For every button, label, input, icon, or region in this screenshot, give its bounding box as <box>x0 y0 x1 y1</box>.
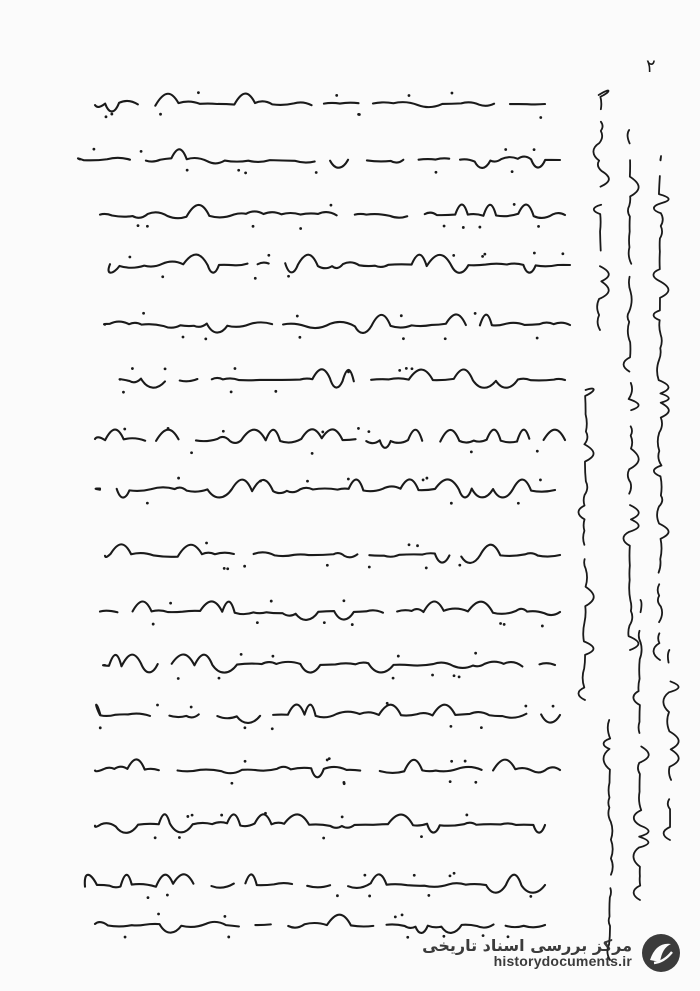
diacritic-dot <box>347 370 350 373</box>
diacritic-dot <box>426 477 429 480</box>
diacritic-dot <box>462 226 465 229</box>
diacritic-dot <box>315 171 318 174</box>
diacritic-dot <box>159 113 162 116</box>
diacritic-dot <box>169 602 172 605</box>
diacritic-dot <box>405 367 408 370</box>
diacritic-dot <box>444 337 447 340</box>
diacritic-dot <box>561 252 564 255</box>
diacritic-dot <box>243 565 246 568</box>
diacritic-dot <box>154 836 157 839</box>
diacritic-dot <box>398 369 401 372</box>
diacritic-dot <box>408 543 411 546</box>
diacritic-dot <box>474 312 477 315</box>
diacritic-dot <box>342 599 345 602</box>
diacritic-dot <box>146 502 149 505</box>
diacritic-dot <box>357 427 360 430</box>
diacritic-dot <box>256 621 259 624</box>
handwritten-line <box>95 429 565 448</box>
diacritic-dot <box>416 544 419 547</box>
diacritic-dot <box>458 675 461 678</box>
diacritic-dot <box>351 623 354 626</box>
diacritic-dot <box>435 171 438 174</box>
diacritic-dot <box>296 315 299 318</box>
diacritic-dot <box>197 91 200 94</box>
diacritic-dot <box>368 895 371 898</box>
diacritic-dot <box>536 337 539 340</box>
margin-note-line <box>604 720 613 960</box>
diacritic-dot <box>326 564 329 567</box>
diacritic-dot <box>443 225 446 228</box>
diacritic-dot <box>222 430 225 433</box>
diacritic-dot <box>336 894 339 897</box>
diacritic-dot <box>465 814 468 817</box>
diacritic-dot <box>237 169 240 172</box>
diacritic-dot <box>186 815 189 818</box>
diacritic-dot <box>230 782 233 785</box>
diacritic-dot <box>470 450 473 453</box>
diacritic-dot <box>427 894 430 897</box>
handwritten-line <box>78 149 560 168</box>
diacritic-dot <box>164 367 167 370</box>
diacritic-dot <box>431 674 434 677</box>
diacritic-dot <box>524 705 527 708</box>
diacritic-dot <box>517 502 520 505</box>
diacritic-dot <box>541 625 544 628</box>
margin-note-line <box>633 600 648 900</box>
page-number-mark: ۲ <box>646 56 656 77</box>
diacritic-dot <box>335 94 338 97</box>
diacritic-dot <box>322 837 325 840</box>
diacritic-dot <box>287 275 290 278</box>
diacritic-dot <box>177 677 180 680</box>
diacritic-dot <box>218 677 221 680</box>
diacritic-dot <box>347 478 350 481</box>
diacritic-dot <box>464 760 467 763</box>
diacritic-dot <box>453 872 456 875</box>
diacritic-dot <box>401 913 404 916</box>
diacritic-dot <box>157 913 160 916</box>
diacritic-dot <box>226 567 229 570</box>
diacritic-dot <box>321 431 324 434</box>
diacritic-dot <box>230 391 233 394</box>
handwritten-line <box>105 544 560 563</box>
diacritic-dot <box>167 427 170 430</box>
diacritic-dot <box>420 835 423 838</box>
diacritic-dot <box>408 94 411 97</box>
diacritic-dot <box>478 226 481 229</box>
handwritten-line <box>96 479 555 497</box>
diacritic-dot <box>536 450 539 453</box>
diacritic-dot <box>453 674 456 677</box>
diacritic-dot <box>272 655 275 658</box>
diacritic-dot <box>220 814 223 817</box>
diacritic-dot <box>140 150 143 153</box>
margin-note-line <box>623 130 638 650</box>
diacritic-dot <box>425 567 428 570</box>
diacritic-dot <box>343 782 346 785</box>
diacritic-dot <box>452 254 455 257</box>
diacritic-dot <box>156 704 159 707</box>
diacritic-dot <box>529 895 532 898</box>
margin-note-line <box>663 650 678 840</box>
diacritic-dot <box>474 781 477 784</box>
margin-handwriting <box>623 130 638 650</box>
diacritic-dot <box>422 479 425 482</box>
diacritic-dot <box>190 706 193 709</box>
watermark-url: historydocuments.ir <box>493 953 632 970</box>
diacritic-dot <box>227 936 230 939</box>
diacritic-dot <box>110 113 113 116</box>
diacritic-dot <box>450 760 453 763</box>
diacritic-dot <box>504 148 507 151</box>
diacritic-dot <box>147 896 150 899</box>
diacritic-dot <box>533 148 536 151</box>
diacritic-dot <box>323 621 326 624</box>
diacritic-dot <box>124 936 127 939</box>
diacritic-dot <box>123 428 126 431</box>
diacritic-dot <box>363 874 366 877</box>
diacritic-dot <box>223 915 226 918</box>
diacritic-dot <box>92 148 95 151</box>
watermark-text <box>422 937 632 970</box>
diacritic-dot <box>191 814 194 817</box>
diacritic-dot <box>244 760 247 763</box>
handwritten-line <box>100 601 560 619</box>
diacritic-dot <box>330 204 333 207</box>
diacritic-dot <box>128 256 131 259</box>
diacritic-dot <box>267 254 270 257</box>
diacritic-dot <box>244 726 247 729</box>
handwritten-line <box>120 369 565 387</box>
diacritic-dot <box>458 564 461 567</box>
margin-note-line <box>579 389 594 700</box>
diacritic-dot <box>131 367 134 370</box>
diacritic-dot <box>511 170 514 173</box>
diacritic-dot <box>413 874 416 877</box>
diacritic-dot <box>539 479 542 482</box>
diacritic-dot <box>259 480 262 483</box>
diacritic-dot <box>105 115 108 118</box>
diacritic-dot <box>122 391 125 394</box>
margin-handwriting <box>653 156 668 660</box>
diacritic-dot <box>392 677 395 680</box>
diacritic-dot <box>152 623 155 626</box>
diacritic-dot <box>142 312 145 315</box>
diacritic-dot <box>503 623 506 626</box>
diacritic-dot <box>358 113 361 116</box>
diacritic-dot <box>513 203 516 206</box>
diacritic-dot <box>264 812 267 815</box>
handwritten-line <box>100 205 565 219</box>
diacritic-dot <box>311 452 314 455</box>
diacritic-dot <box>341 816 344 819</box>
diacritic-dot <box>244 172 247 175</box>
diacritic-dot <box>552 705 555 708</box>
diacritic-dot <box>161 275 164 278</box>
diacritic-dot <box>450 502 453 505</box>
handwritten-line <box>96 705 560 723</box>
diacritic-dot <box>205 542 208 545</box>
watermark-title: مرکز بررسی اسناد تاریخی <box>422 935 632 955</box>
diacritic-dot <box>394 915 397 918</box>
diacritic-dot <box>397 655 400 658</box>
margin-note <box>579 91 679 960</box>
diacritic-dot <box>480 726 483 729</box>
diacritic-dot <box>186 169 189 172</box>
diacritic-dot <box>99 726 102 729</box>
diacritic-dot <box>270 600 273 603</box>
handwritten-line <box>103 655 555 673</box>
diacritic-dot <box>537 225 540 228</box>
diacritic-dot <box>166 894 169 897</box>
margin-handwriting <box>633 600 648 900</box>
diacritic-dot <box>411 367 414 370</box>
diacritic-dot <box>299 227 302 230</box>
handwritten-line <box>85 874 545 892</box>
diacritic-dot <box>274 390 277 393</box>
diacritic-dot <box>146 225 149 228</box>
diacritic-dot <box>190 451 193 454</box>
diacritic-dot <box>306 480 309 483</box>
diacritic-dot <box>182 336 185 339</box>
diacritic-dot <box>240 653 243 656</box>
diacritic-dot <box>481 255 484 258</box>
diacritic-dot <box>449 874 452 877</box>
diacritic-dot <box>252 225 255 228</box>
handwritten-line <box>104 314 570 332</box>
archive-logo-icon <box>640 932 682 974</box>
diacritic-dot <box>137 224 140 227</box>
diacritic-dot <box>368 566 371 569</box>
diacritic-dot <box>223 567 226 570</box>
diacritic-dot <box>254 277 257 280</box>
diacritic-dot <box>298 336 301 339</box>
watermark <box>402 925 682 981</box>
diacritic-dot <box>402 337 405 340</box>
diacritic-dot <box>177 477 180 480</box>
handwritten-line <box>95 759 560 777</box>
diacritic-dot <box>386 702 389 705</box>
margin-note-line <box>653 156 668 660</box>
diacritic-dot <box>326 759 329 762</box>
handwritten-line <box>109 255 570 273</box>
diacritic-dot <box>539 116 542 119</box>
margin-handwriting <box>663 650 678 840</box>
letter-body <box>78 91 570 938</box>
margin-handwriting <box>604 720 613 960</box>
diacritic-dot <box>499 622 502 625</box>
diacritic-dot <box>271 727 274 730</box>
handwritten-line <box>95 814 545 832</box>
handwritten-line <box>95 94 545 112</box>
diacritic-dot <box>533 252 536 255</box>
margin-handwriting <box>579 389 594 700</box>
diacritic-dot <box>367 430 370 433</box>
margin-handwriting <box>593 91 608 330</box>
diacritic-dot <box>234 367 237 370</box>
diacritic-dot <box>178 836 181 839</box>
diacritic-dot <box>474 652 477 655</box>
margin-note-line <box>593 91 608 330</box>
diacritic-dot <box>450 725 453 728</box>
diacritic-dot <box>449 780 452 783</box>
diacritic-dot <box>400 314 403 317</box>
diacritic-dot <box>451 92 454 95</box>
diacritic-dot <box>483 253 486 256</box>
diacritic-dot <box>204 337 207 340</box>
